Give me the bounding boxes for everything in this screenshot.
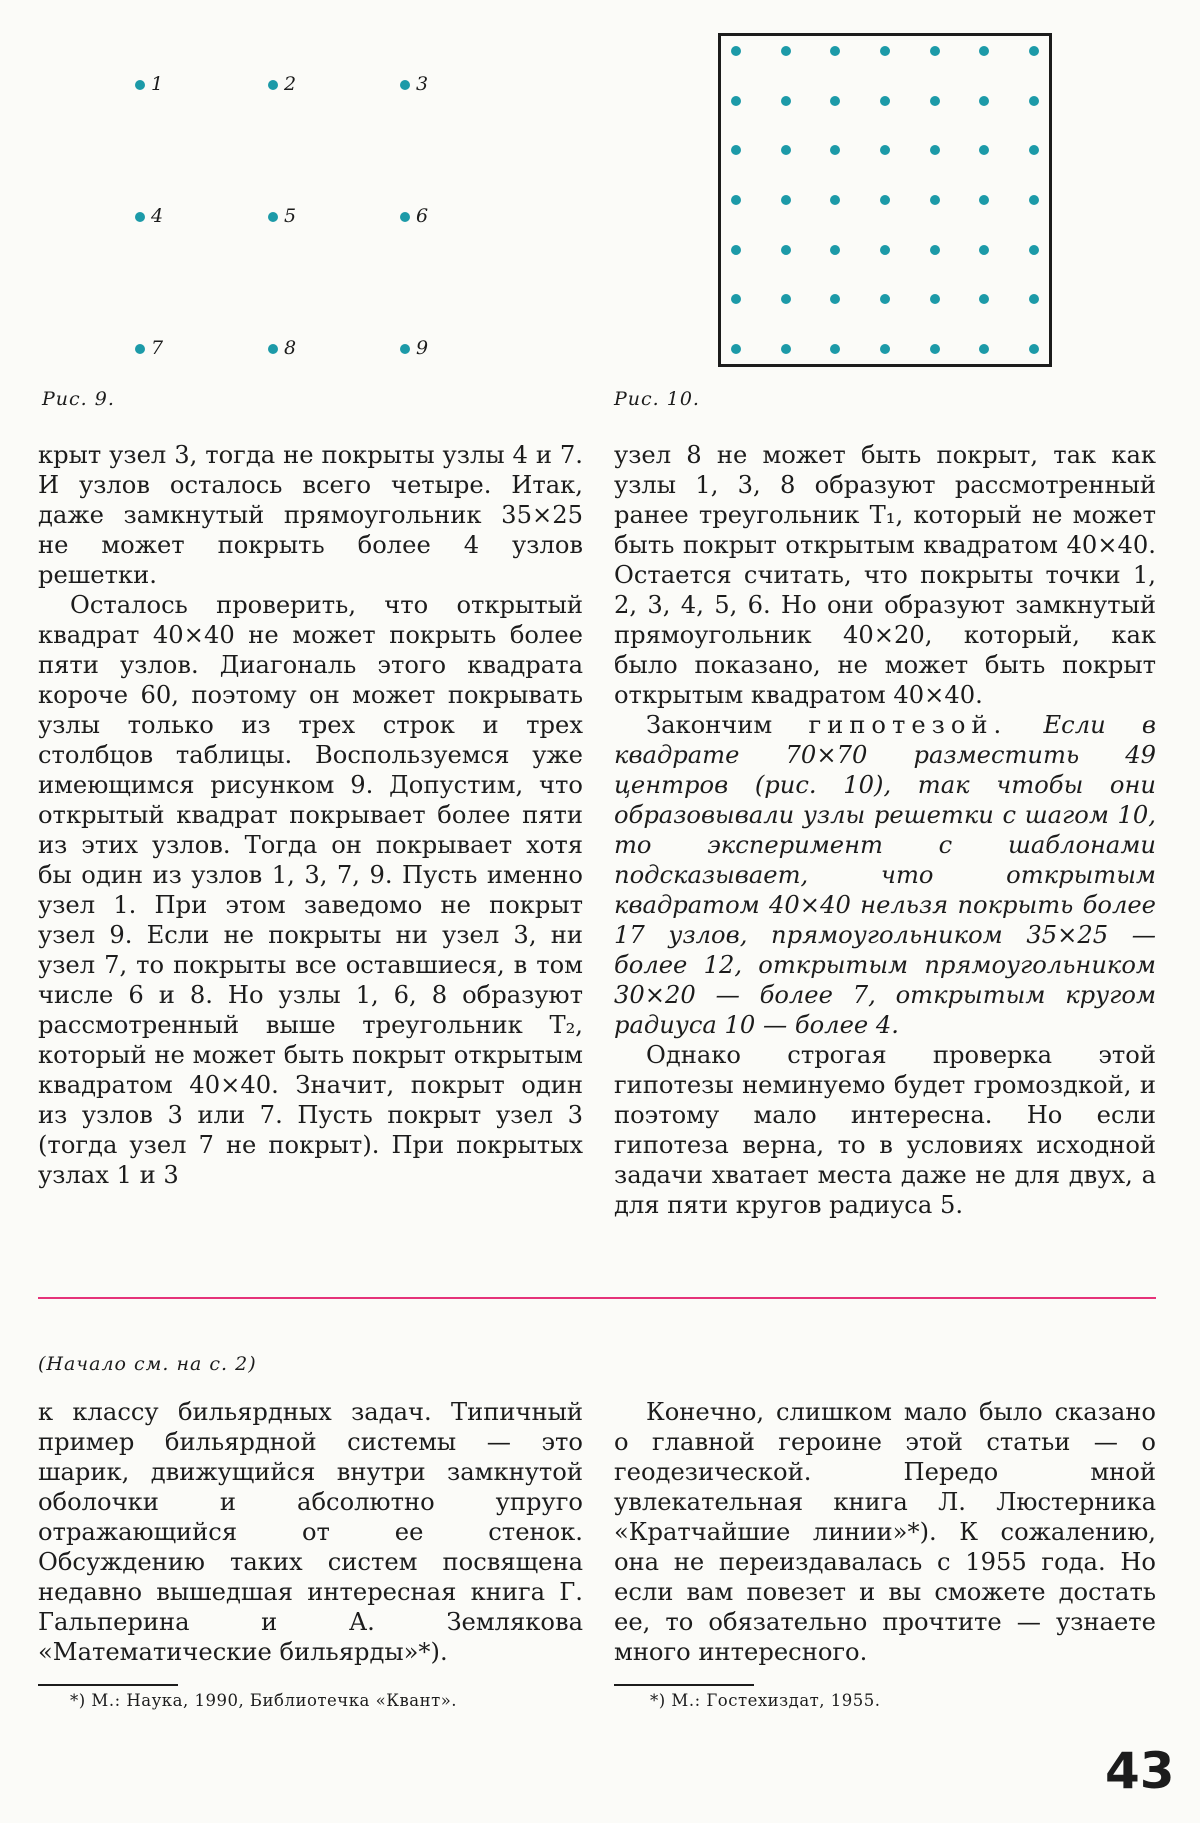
figure-10-caption: Рис. 10.: [614, 388, 700, 410]
lattice-point: [830, 245, 840, 255]
lattice-point: [830, 344, 840, 354]
lattice-point: [930, 245, 940, 255]
lattice-point: [1029, 294, 1039, 304]
node-3: 3: [400, 75, 428, 94]
lattice-point: [830, 96, 840, 106]
node-dot: [135, 80, 145, 90]
lattice-point: [880, 96, 890, 106]
paragraph: к классу бильярдных задач. Типичный пример бильярдной системы — это шарик, движущийся внутри замкнутой оболочки и абсолютно упруго отражающийся от ее стенок. Обсуждению таких систем посвящена недавно вышедшая интересная книга Г. Гальперина и А. Землякова «Математические бильярды»*).: [38, 1398, 583, 1666]
lattice-point: [830, 145, 840, 155]
node-4: 4: [135, 207, 163, 226]
lattice-point: [930, 294, 940, 304]
lattice-point: [930, 195, 940, 205]
lattice-point: [731, 145, 741, 155]
lattice-point: [979, 344, 989, 354]
node-8: 8: [268, 339, 296, 358]
paragraph: Конечно, слишком мало было сказано о главной героине этой статьи — о геодезической. Передо мной увлекательная книга Л. Люстерника «Кратчайшие линии»*). К сожалению, она не переиздавалась с 1955 года. Но если вам повезет и вы сможете достать ее, то обязательно прочтите — узнаете много интересного.: [614, 1398, 1156, 1666]
lattice-point: [1029, 145, 1039, 155]
lattice-point: [781, 294, 791, 304]
right-text-column: [614, 440, 1156, 1220]
lattice-point: [731, 245, 741, 255]
section-divider: [38, 1297, 1156, 1299]
node-9: 9: [400, 339, 428, 358]
lattice-point: [979, 245, 989, 255]
lattice-point: [1029, 46, 1039, 56]
footnote-rule: [614, 1684, 754, 1686]
lattice-point: [930, 96, 940, 106]
figure-9-node-grid: [120, 65, 450, 365]
lattice-point: [1029, 195, 1039, 205]
lattice-point: [880, 245, 890, 255]
hypothesis-paragraph: [614, 710, 1156, 1040]
hypothesis-lead: Закончим: [646, 711, 809, 739]
lattice-point: [880, 145, 890, 155]
hypothesis-spaced-word: гипотезой.: [808, 711, 1008, 739]
lattice-point: [1029, 245, 1039, 255]
figure-10-square-lattice: [718, 33, 1052, 367]
lattice-point: [930, 46, 940, 56]
footnote-right: *) М.: Гостехиздат, 1955.: [650, 1691, 881, 1710]
node-dot: [268, 80, 278, 90]
lattice-point: [781, 195, 791, 205]
lattice-point: [731, 344, 741, 354]
lattice-point: [830, 195, 840, 205]
hypothesis-statement: Если в квадрате 70×70 разместить 49 центров (рис. 10), так чтобы они образовывали узлы решетки с шагом 10, то эксперимент с шаблонами подсказывает, что открытым квадратом 40×40 нельзя покрыть более 17 узлов, прямоугольником 35×25 — более 12, открытым прямоугольником 30×20 — более 7, открытым кругом радиуса 10 — более 4.: [614, 711, 1157, 1039]
left-text-column: [38, 440, 583, 1190]
lattice-point: [781, 145, 791, 155]
node-dot: [400, 212, 410, 222]
lattice-point: [979, 46, 989, 56]
lattice-point: [830, 46, 840, 56]
node-6: 6: [400, 207, 428, 226]
lattice-point: [880, 46, 890, 56]
lattice-point: [731, 46, 741, 56]
paragraph: Однако строгая проверка этой гипотезы неминуемо будет громоздкой, и поэтому мало интересна. Но если гипотеза верна, то в условиях исходной задачи хватает места даже не для двух, а для пяти кругов радиуса 5.: [614, 1041, 1156, 1219]
lattice-point: [979, 294, 989, 304]
lattice-point: [781, 344, 791, 354]
lattice-point: [930, 344, 940, 354]
node-5: 5: [268, 207, 296, 226]
node-dot: [135, 212, 145, 222]
node-dot: [268, 344, 278, 354]
page-number: 43: [1105, 1742, 1175, 1800]
lattice-point: [781, 46, 791, 56]
footnote-left: *) М.: Наука, 1990, Библиотечка «Квант».: [70, 1691, 458, 1710]
lattice-point: [830, 294, 840, 304]
paragraph: Осталось проверить, что открытый квадрат 40×40 не может покрыть более пяти узлов. Диагональ этого квадрата короче 60, поэтому он может покрывать узлы только из трех строк и трех столбцов таблицы. Воспользуемся уже имеющимся рисунком 9. Допустим, что открытый квадрат покрывает более пяти из этих узлов. Тогда он покрывает хотя бы один из узлов 1, 3, 7, 9. Пусть именно узел 1. При этом заведомо не покрыт узел 9. Если не покрыты ни узел 3, ни узел 7, то покрыты все оставшиеся, в том числе 6 и 8. Но узлы 1, 6, 8 образуют рассмотренный выше треугольник T₂, который не может быть покрыт открытым квадратом 40×40. Значит, покрыт один из узлов 3 или 7. Пусть покрыт узел 3 (тогда узел 7 не покрыт). При покрытых узлах 1 и 3: [38, 591, 583, 1189]
node-1: 1: [135, 75, 163, 94]
lattice-point: [731, 195, 741, 205]
lattice-point: [1029, 96, 1039, 106]
lattice-point: [880, 294, 890, 304]
lattice-point: [880, 344, 890, 354]
continuation-right-column: [614, 1397, 1156, 1667]
lattice-point: [979, 96, 989, 106]
node-dot: [400, 344, 410, 354]
lattice-point: [781, 245, 791, 255]
lattice-point: [731, 96, 741, 106]
footnote-rule: [38, 1684, 178, 1686]
node-7: 7: [135, 339, 163, 358]
node-2: 2: [268, 75, 296, 94]
continuation-left-column: [38, 1397, 583, 1667]
lattice-point: [930, 145, 940, 155]
continuation-note: (Начало см. на с. 2): [38, 1353, 257, 1375]
node-dot: [135, 344, 145, 354]
figure-9-caption: Рис. 9.: [42, 388, 115, 410]
node-dot: [400, 80, 410, 90]
lattice-point: [731, 294, 741, 304]
lattice-point: [979, 145, 989, 155]
paragraph: узел 8 не может быть покрыт, так как узлы 1, 3, 8 образуют рассмотренный ранее треугольник T₁, который не может быть покрыт открытым квадратом 40×40. Остается считать, что покрыты точки 1, 2, 3, 4, 5, 6. Но они образуют замкнутый прямоугольник 40×20, который, как было показано, не может быть покрыт открытым квадратом 40×40.: [614, 441, 1156, 709]
node-dot: [268, 212, 278, 222]
lattice-point: [781, 96, 791, 106]
lattice-point: [880, 195, 890, 205]
paragraph: крыт узел 3, тогда не покрыты узлы 4 и 7. И узлов осталось всего четыре. Итак, даже замкнутый прямоугольник 35×25 не может покрыть более 4 узлов решетки.: [38, 441, 583, 589]
lattice-point: [979, 195, 989, 205]
lattice-point: [1029, 344, 1039, 354]
